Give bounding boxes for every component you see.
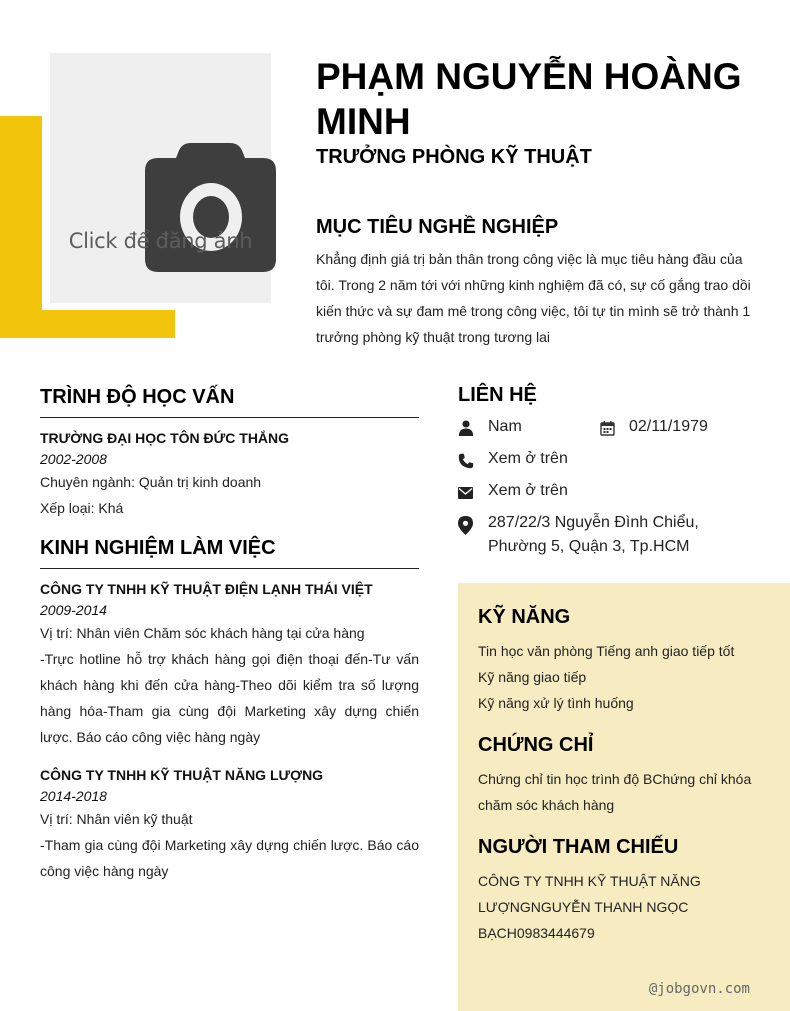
education-grade: Xếp loại: Khá bbox=[40, 500, 124, 516]
experience-period: 2009-2014 bbox=[40, 602, 107, 618]
experience-title: KINH NGHIỆM LÀM VIỆC bbox=[40, 537, 276, 559]
references-line: BẠCH0983444679 bbox=[478, 925, 595, 941]
experience-item bbox=[40, 581, 419, 750]
company-name: CÔNG TY TNHH KỸ THUẬT NĂNG LƯỢNG bbox=[40, 767, 324, 783]
experience-description: -Tham gia cùng đội Marketing xây dựng chiến lược. Báo cáo công việc hàng ngày bbox=[40, 837, 419, 879]
experience-description: -Trực hotline hỗ trợ khách hàng gọi điện thoại đến-Tư vấn khách hàng khi đến cửa hàng-Theo dõi kiểm tra số lượng hàng hóa-Tham gia cùng đội Marketing xây dựng chiến lược. Báo cáo công việc hàng ngày bbox=[40, 651, 419, 745]
certificates-line: chăm sóc khách hàng bbox=[478, 797, 615, 813]
phone-icon bbox=[458, 453, 474, 469]
skills-panel bbox=[458, 583, 790, 1011]
photo-upload-label: Click để đăng ảnh bbox=[68, 229, 253, 253]
references-line: CÔNG TY TNHH KỸ THUẬT NĂNG bbox=[478, 873, 701, 889]
contact-address: 287/22/3 Nguyễn Đình Chiểu, Phường 5, Quận 3, Tp.HCM bbox=[488, 514, 699, 555]
contact-phone: Xem ở trên bbox=[488, 450, 568, 467]
experience-period: 2014-2018 bbox=[40, 788, 107, 804]
watermark: @jobgovn.com bbox=[648, 981, 750, 997]
divider bbox=[40, 568, 419, 569]
skills-line: Kỹ năng giao tiếp bbox=[478, 669, 587, 685]
references-title: NGƯỜI THAM CHIẾU bbox=[478, 836, 679, 858]
photo-upload[interactable] bbox=[50, 53, 271, 303]
divider bbox=[40, 417, 419, 418]
company-name: CÔNG TY TNHH KỸ THUẬT ĐIỆN LẠNH THÁI VIỆT bbox=[40, 581, 373, 597]
person-icon bbox=[458, 420, 474, 436]
accent-bar-horizontal bbox=[0, 310, 175, 338]
email-icon bbox=[458, 487, 473, 499]
contact-title: LIÊN HỆ bbox=[458, 384, 537, 406]
education-title: TRÌNH ĐỘ HỌC VẤN bbox=[40, 386, 235, 408]
school-name: TRƯỜNG ĐẠI HỌC TÔN ĐỨC THẮNG bbox=[40, 430, 290, 446]
left-column bbox=[40, 386, 419, 884]
references-line: LƯỢNGNGUYỄN THANH NGỌC bbox=[478, 899, 689, 915]
job-title: TRƯỞNG PHÒNG KỸ THUẬT bbox=[316, 146, 592, 168]
education-major: Chuyên ngành: Quản trị kinh doanh bbox=[40, 474, 262, 490]
accent-bar-vertical bbox=[0, 116, 42, 338]
calendar-icon bbox=[600, 421, 615, 436]
contact-email: Xem ở trên bbox=[488, 482, 568, 499]
experience-item bbox=[40, 767, 419, 884]
experience-position: Vị trí: Nhân viên kỹ thuật bbox=[40, 811, 193, 827]
skills-title: KỸ NĂNG bbox=[478, 606, 571, 628]
education-period: 2002-2008 bbox=[40, 451, 107, 467]
certificates-line: Chứng chỉ tin học trình độ BChứng chỉ khóa bbox=[478, 771, 752, 787]
objective-title: MỤC TIÊU NGHỀ NGHIỆP bbox=[316, 216, 559, 238]
certificates-title: CHỨNG CHỈ bbox=[478, 734, 594, 756]
contact-birthday: 02/11/1979 bbox=[629, 418, 708, 435]
experience-position: Vị trí: Nhân viên Chăm sóc khách hàng tại cửa hàng bbox=[40, 625, 365, 641]
contact-gender: Nam bbox=[488, 418, 522, 435]
skills-line: Tin học văn phòng Tiếng anh giao tiếp tốt bbox=[478, 643, 735, 659]
candidate-name: PHẠM NGUYỄN HOÀNG MINH bbox=[316, 56, 742, 142]
objective-text: Khẳng định giá trị bản thân trong công việc là mục tiêu hàng đầu của tôi. Trong 2 năm tới với những kinh nghiệm đã có, sự cố gắng trao dồi kiến thức và sự đam mê trong công việc, tôi tự tin mình sẽ trở thành 1 trưởng phòng kỹ thuật trong tương lai bbox=[316, 251, 751, 345]
location-pin-icon bbox=[458, 516, 473, 535]
skills-line: Kỹ năng xử lý tình huống bbox=[478, 695, 634, 711]
